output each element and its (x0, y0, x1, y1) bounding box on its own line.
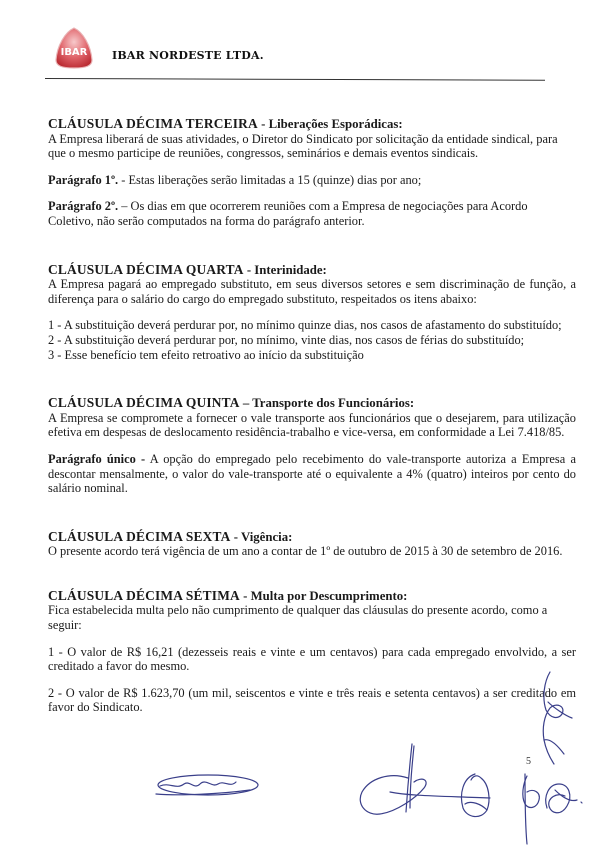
clause-heading (48, 263, 576, 278)
page-number: 5 (526, 756, 531, 767)
signature-initials-right (515, 768, 595, 848)
signature-center (330, 742, 500, 822)
letterhead (48, 22, 548, 82)
clause-17 (48, 589, 576, 715)
clause-title: - Vigência: (230, 529, 293, 544)
clause-number: CLÁUSULA DÉCIMA QUARTA (48, 261, 244, 277)
clause-title: - Multa por Descumprimento: (239, 588, 408, 603)
clause-heading (48, 530, 576, 545)
clause-heading (48, 117, 576, 132)
clause-heading (48, 396, 576, 411)
clause-13 (48, 117, 576, 229)
clause-body: O presente acordo terá vigência de um ano a contar de 1º de outubro de 2015 à 30 de setembro de 2016. (48, 544, 563, 559)
logo-text: IBAR (60, 47, 88, 58)
signature-initial-oval (455, 770, 495, 822)
clause-number: CLÁUSULA DÉCIMA QUINTA (48, 395, 240, 411)
clause-title: - Interinidade: (243, 262, 327, 277)
signature-left (150, 770, 260, 800)
paragraph-label: Parágrafo único - (48, 451, 146, 466)
company-name: IBAR NORDESTE LTDA. (112, 49, 264, 62)
paragraph-label: Parágrafo 1º. (48, 172, 119, 187)
clause-number: CLÁUSULA DÉCIMA SÉTIMA (48, 587, 240, 603)
paragraph-unique (48, 452, 576, 496)
clause-15 (48, 396, 576, 496)
clause-body: A Empresa pagará ao empregado substituto, em seus diversos setores e sem discriminação de função, a diferença para o salário do cargo do empregado substituto, respeitados os itens abaixo: (48, 277, 576, 306)
list-item: 1 - O valor de R$ 16,21 (dezesseis reais e vinte e um centavos) para cada empregado envolvido, a ser creditado a favor do mesmo. (48, 644, 576, 674)
clause-body: A Empresa se compromete a fornecer o vale transporte aos funcionários que o desejarem, para utilização efetiva em despesas de deslocamento residência-trabalho e vice-versa, em conformidade a Lei 7.418/85. (48, 410, 576, 440)
clause-body: Fica estabelecida multa pelo não cumprimento de qualquer das cláusulas do presente acordo, como a seguir: (48, 603, 548, 633)
clause-14 (48, 263, 576, 363)
paragraph-label: Parágrafo 2º. (48, 199, 119, 214)
clause-16 (48, 530, 576, 559)
clause-heading (48, 589, 576, 604)
paragraph-text: A opção do empregado pelo recebimento do vale-transporte autoriza a Empresa a descontar mensalmente, o valor do vale-transporte até o equivalente a 4% (quatro) inteiros por cento do salário nominal. (48, 451, 576, 496)
clause-title: – Transporte dos Funcionários: (239, 396, 415, 411)
ibar-logo-icon (53, 26, 95, 70)
paragraph-2 (48, 199, 576, 228)
list-item: 3 - Esse benefício tem efeito retroativo ao início da substituição (48, 347, 364, 362)
paragraph-1 (48, 173, 576, 188)
list-item: 2 - A substituição deverá perdurar por, no mínimo, vinte dias, nos casos de férias do substituído; (48, 332, 525, 347)
clause-title: - Liberações Esporádicas: (257, 117, 403, 131)
paragraph-text: - Estas liberações serão limitadas a 15 (quinze) dias por ano; (118, 172, 422, 187)
list-item: 2 - O valor de R$ 1.623,70 (um mil, seiscentos e vinte e três reais e setenta centavos) a ser creditado em favor do Sindicato. (48, 685, 576, 715)
list-item: 1 - A substituição deverá perdurar por, no mínimo quinze dias, nos casos de afastamento do substituído; (48, 318, 562, 333)
paragraph-text: – Os dias em que ocorrerem reuniões com a Empresa de negociações para Acordo Coletivo, não serão computados na forma do parágrafo anterior. (48, 199, 528, 228)
clause-number: CLÁUSULA DÉCIMA TERCEIRA (48, 116, 258, 131)
clause-body: A Empresa liberará de suas atividades, o Diretor do Sindicato por solicitação da entidade sindical, para que o mesmo participe de reuniões, congressos, seminários e demais eventos sindicais. (48, 131, 558, 161)
document-body (48, 117, 576, 715)
clause-number: CLÁUSULA DÉCIMA SEXTA (48, 528, 231, 544)
